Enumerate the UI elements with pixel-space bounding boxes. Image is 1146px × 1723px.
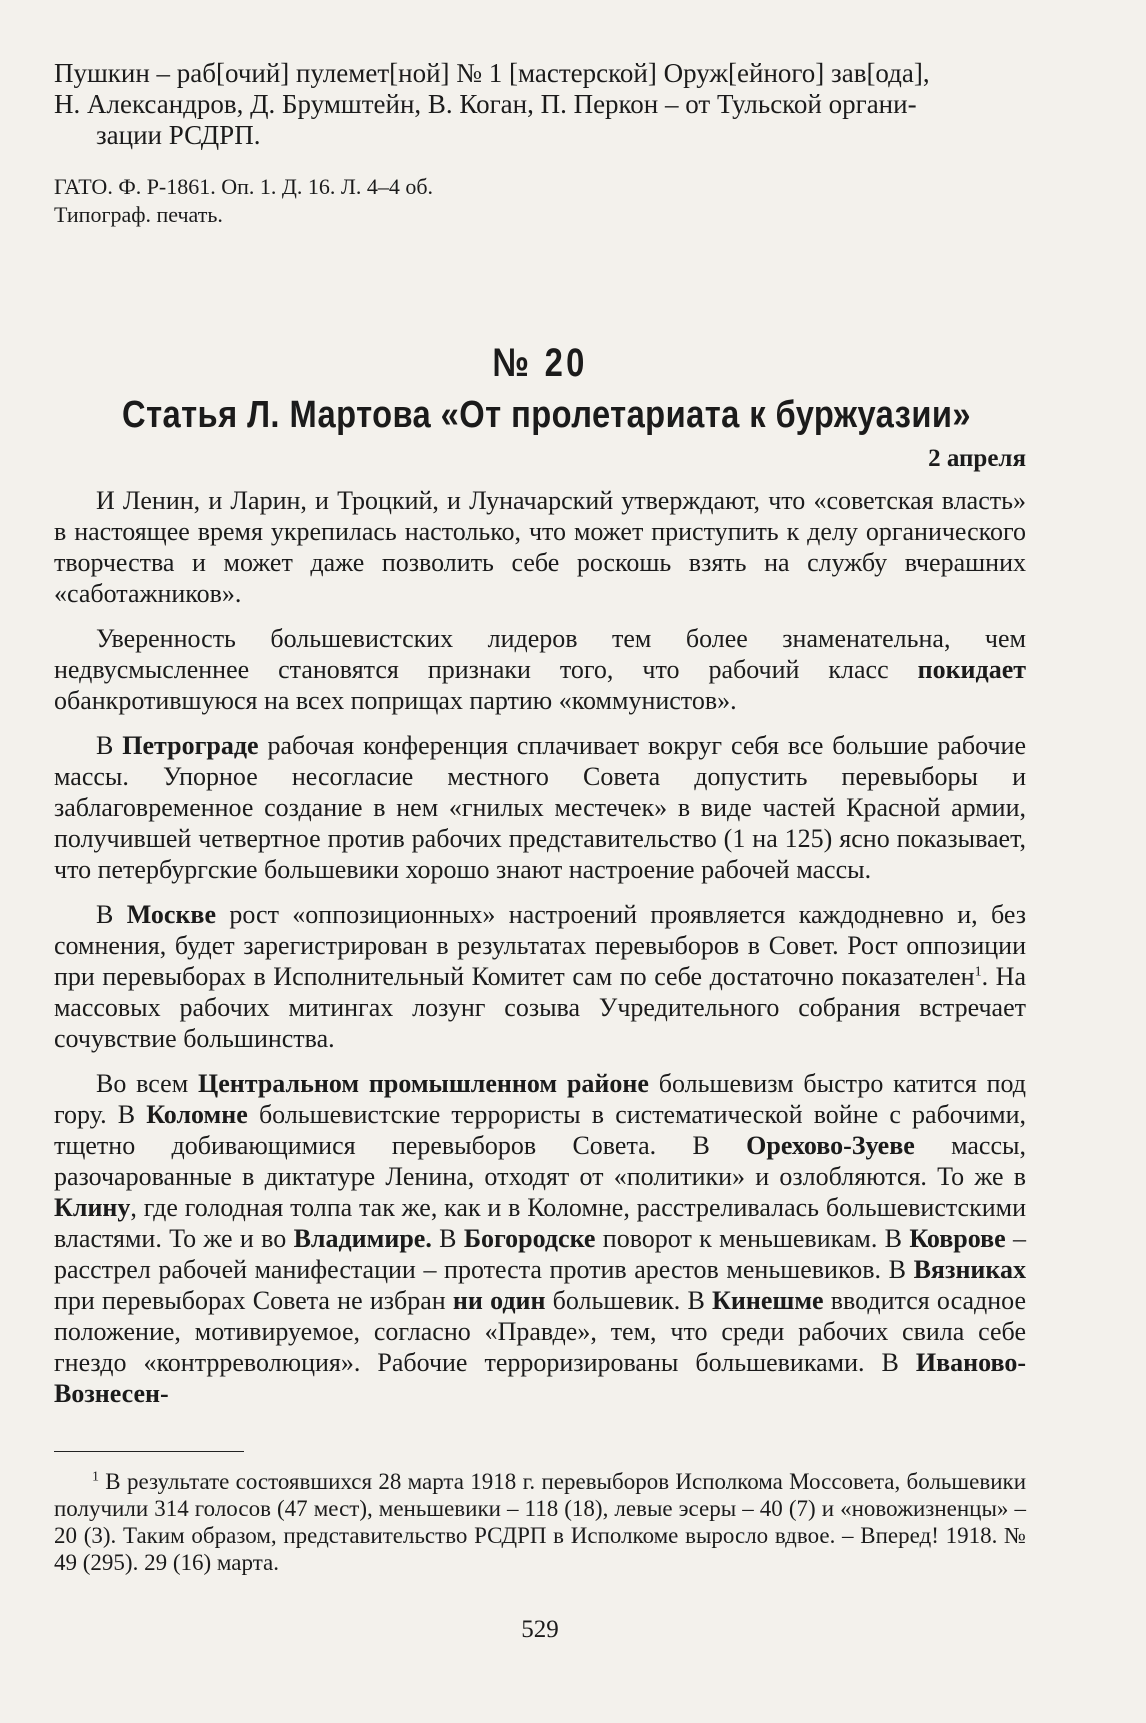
page-number: 529 (521, 1616, 559, 1643)
paragraph: Уверенность большевистских лидеров тем более знаменательна, чем недвусмысленнее становятся признаки того, что рабочий класс покидает обанкротившуюся на всех поприщах партию «коммунистов». (54, 624, 1026, 715)
footnote-divider (54, 1451, 244, 1452)
document-title: Статья Л. Мартова «От пролетариата к буржуазии» (122, 394, 971, 436)
archive-reference: ГАТО. Ф. Р-1861. Оп. 1. Д. 16. Л. 4–4 об. (54, 174, 434, 199)
footnote: $^1$ В результате состоявшихся 28 марта 1918 г. перевыборов Исполкома Моссовета, большевики получили 314 голосов (47 мест), меньшевики – 118 (18), левые эсеры – 40 (7) и «новожизненцы» – 20 (3). Таким образом, представительство РСДРП в Исполкоме выросло вдвое. – Вперед! 1918. № 49 (295). 29 (16) марта. (54, 1469, 1026, 1575)
paragraph: В Петрограде рабочая конференция сплачивает вокруг себя все большие рабочие массы. Упорное несогласие местного Совета допустить перевыборы и заблаговременное создание в нем «гнилых местечек» в виде частей Красной армии, получившей четвертное против рабочих представительство (1 на 125) ясно показывает, что петербургские большевики хорошо знают настроение рабочей массы. (54, 731, 1026, 884)
print-type-note: Типограф. печать. (54, 202, 223, 227)
signatories-line: Пушкин – раб[очий] пулемет[ной] № 1 [мастерской] Оруж[ейного] зав[ода], (54, 58, 930, 88)
paragraph: Во всем Центральном промышленном районе большевизм быстро катится под гору. В Коломне большевистские террористы в систематической войне с рабочими, тщетно добивающимися перевыборов Совета. В Орехово-Зуеве массы, разочарованные в диктатуре Ленина, отходят от «политики» и озлобляются. То же в Клину, где голодная толпа так же, как и в Коломне, расстреливалась большевистскими властями. То же и во Владимире. В Богородске поворот к меньшевикам. В Коврове – расстрел рабочей манифестации – протеста против арестов меньшевиков. В Вязниках при перевыборах Совета не избран ни один большевик. В Кинешме вводится осадное положение, мотивируемое, согласно «Правде», тем, что среди рабочих свила себе гнездо «контрреволюция». Рабочие терроризированы большевиками. В Иваново-Вознесен- (54, 1069, 1027, 1408)
document-date: 2 апреля (928, 445, 1026, 472)
signatories-line: Н. Александров, Д. Брумштейн, В. Коган, П. Перкон – от Тульской органи- (54, 89, 917, 119)
footnote-mark: 1 (92, 1469, 99, 1485)
document-number: № 20 (492, 341, 588, 385)
paragraph: И Ленин, и Ларин, и Троцкий, и Луначарский утверждают, что «советская власть» в настоящее время укрепилась настолько, что может приступить к делу органического творчества и может даже позволить себе роскошь взять на службу вчерашних «саботажников». (54, 486, 1026, 608)
footnote-reference[interactable]: 1 (974, 964, 982, 980)
article-body (54, 485, 1026, 1409)
paragraph: В Москве рост «оппозиционных» настроений проявляется каждодневно и, без сомнения, будет зарегистрирован в результатах перевыборов в Совет. Рост оппозиции при перевыборах в Исполнительный Комитет сам по себе достаточно показателен$^1$. На массовых рабочих митингах лозунг созыва Учредительного собрания встречает сочувствие большинства. (54, 900, 1026, 1053)
signatories-line: зации РСДРП. (96, 120, 261, 150)
signatories-block (54, 58, 1026, 151)
